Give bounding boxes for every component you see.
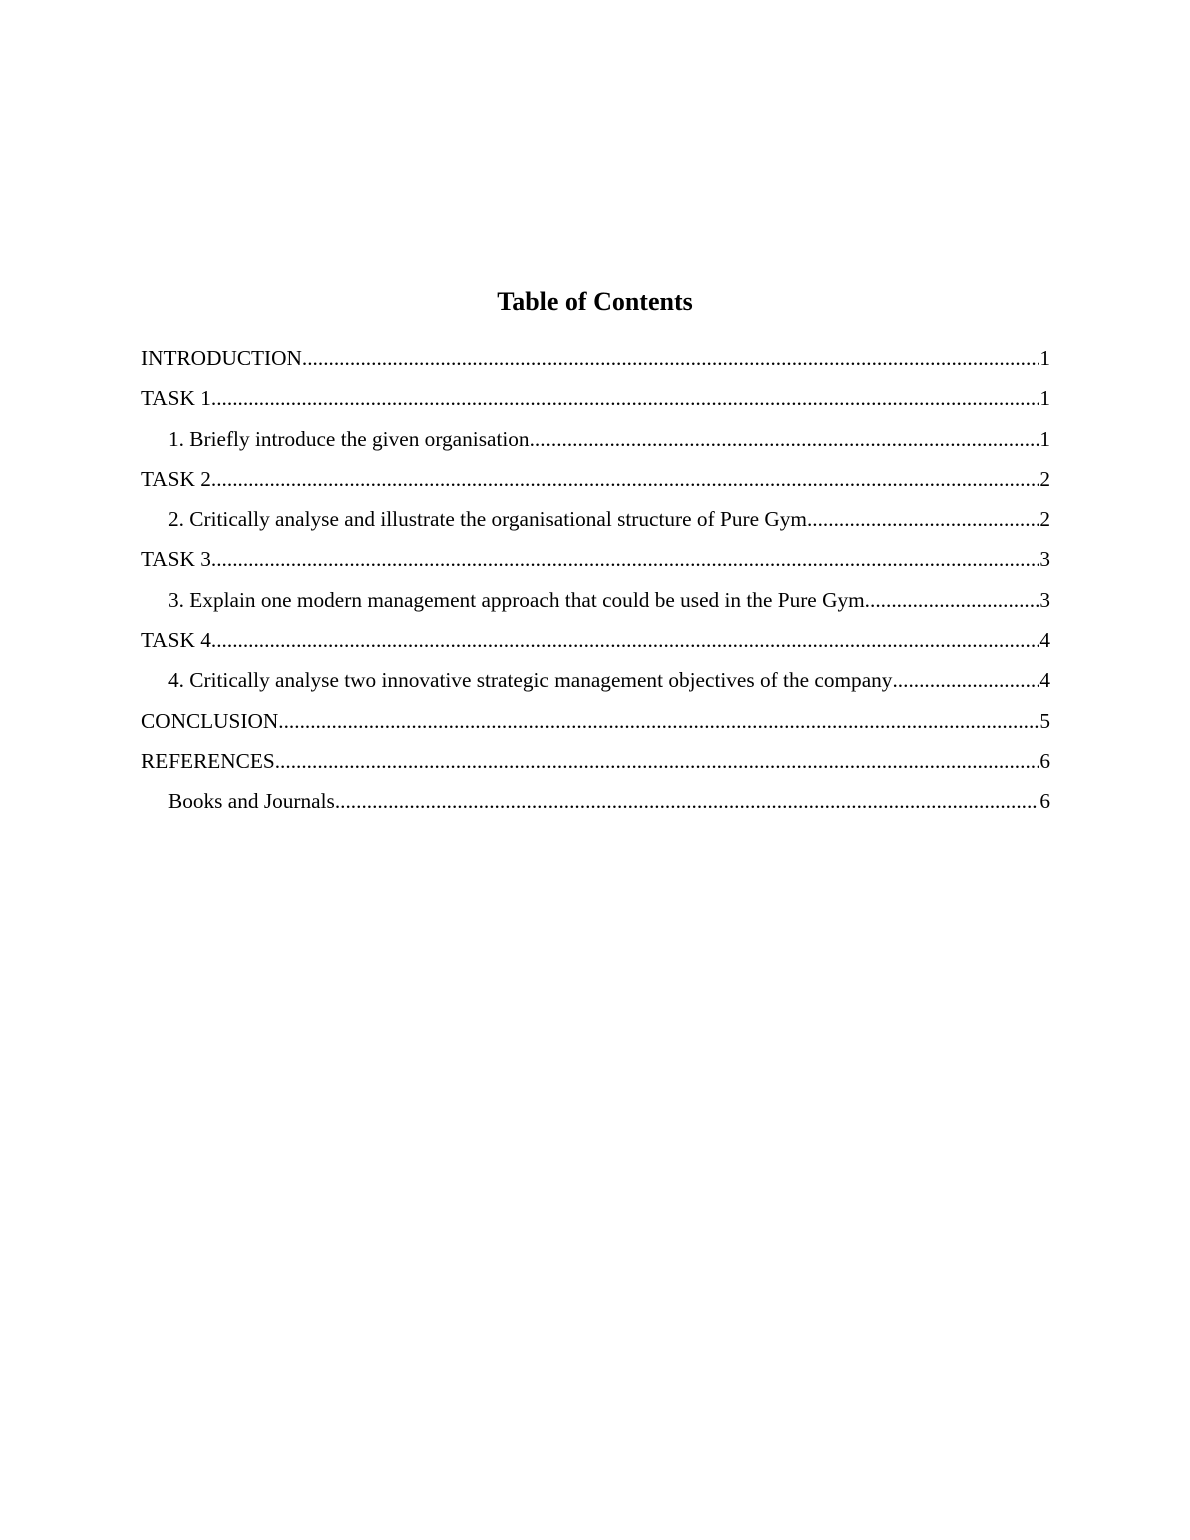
toc-entry-books-and-journals[interactable] <box>141 783 1050 823</box>
toc-dot-leader <box>530 421 1040 457</box>
toc-page-number: 3 <box>1039 547 1050 572</box>
toc-page-number: 4 <box>1039 628 1050 653</box>
toc-entry-label: TASK 4 <box>141 628 211 653</box>
toc-page-number: 1 <box>1039 386 1050 411</box>
table-of-contents <box>141 340 1050 824</box>
toc-dot-leader <box>892 662 1039 698</box>
toc-page-number: 1 <box>1039 426 1050 451</box>
toc-page-number: 4 <box>1039 668 1050 693</box>
toc-dot-leader <box>211 622 1039 658</box>
toc-entry-label: CONCLUSION <box>141 708 279 733</box>
toc-entry-label: TASK 2 <box>141 466 211 491</box>
toc-entry-conclusion[interactable] <box>141 703 1050 743</box>
toc-entry-label: 4. Critically analyse two innovative strategic management objectives of the company <box>168 668 893 693</box>
toc-entry-label: 3. Explain one modern management approach that could be used in the Pure Gym. <box>168 587 871 612</box>
toc-page-number: 6 <box>1039 748 1050 773</box>
toc-dot-leader <box>807 501 1039 537</box>
toc-entry-task-2-1[interactable] <box>141 501 1050 541</box>
toc-entry-label: Books and Journals <box>168 789 335 814</box>
toc-dot-leader <box>211 461 1039 497</box>
toc-page-number: 6 <box>1039 789 1050 814</box>
toc-page-number: 1 <box>1039 346 1050 370</box>
toc-page-number: 2 <box>1039 507 1050 532</box>
toc-title: Table of Contents <box>497 287 693 316</box>
toc-dot-leader <box>870 582 1039 618</box>
toc-entry-label: 1. Briefly introduce the given organisation <box>168 426 530 451</box>
toc-dot-leader <box>278 703 1039 739</box>
toc-entry-task-3-1[interactable] <box>141 582 1050 622</box>
toc-dot-leader <box>335 783 1040 819</box>
toc-entry-introduction[interactable] <box>141 340 1050 380</box>
toc-entry-task-4[interactable] <box>141 622 1050 662</box>
toc-dot-leader <box>211 541 1039 577</box>
toc-entry-references[interactable] <box>141 743 1050 783</box>
toc-dot-leader <box>302 340 1039 376</box>
toc-page-number: 2 <box>1039 466 1050 491</box>
toc-entry-label: INTRODUCTION <box>141 346 302 370</box>
toc-dot-leader <box>211 380 1039 416</box>
toc-entry-label: REFERENCES <box>141 748 275 773</box>
toc-entry-task-1[interactable] <box>141 380 1050 420</box>
toc-dot-leader <box>275 743 1040 779</box>
toc-entry-task-3[interactable] <box>141 541 1050 581</box>
toc-entry-label: 2. Critically analyse and illustrate the organisational structure of Pure Gym <box>168 507 807 532</box>
toc-entry-label: TASK 1 <box>141 386 211 411</box>
toc-page-number: 3 <box>1039 587 1050 612</box>
toc-entry-task-2[interactable] <box>141 461 1050 501</box>
toc-entry-task-1-1[interactable] <box>141 421 1050 461</box>
toc-page-number: 5 <box>1039 708 1050 733</box>
toc-entry-label: TASK 3 <box>141 547 211 572</box>
toc-entry-task-4-1[interactable] <box>141 662 1050 702</box>
